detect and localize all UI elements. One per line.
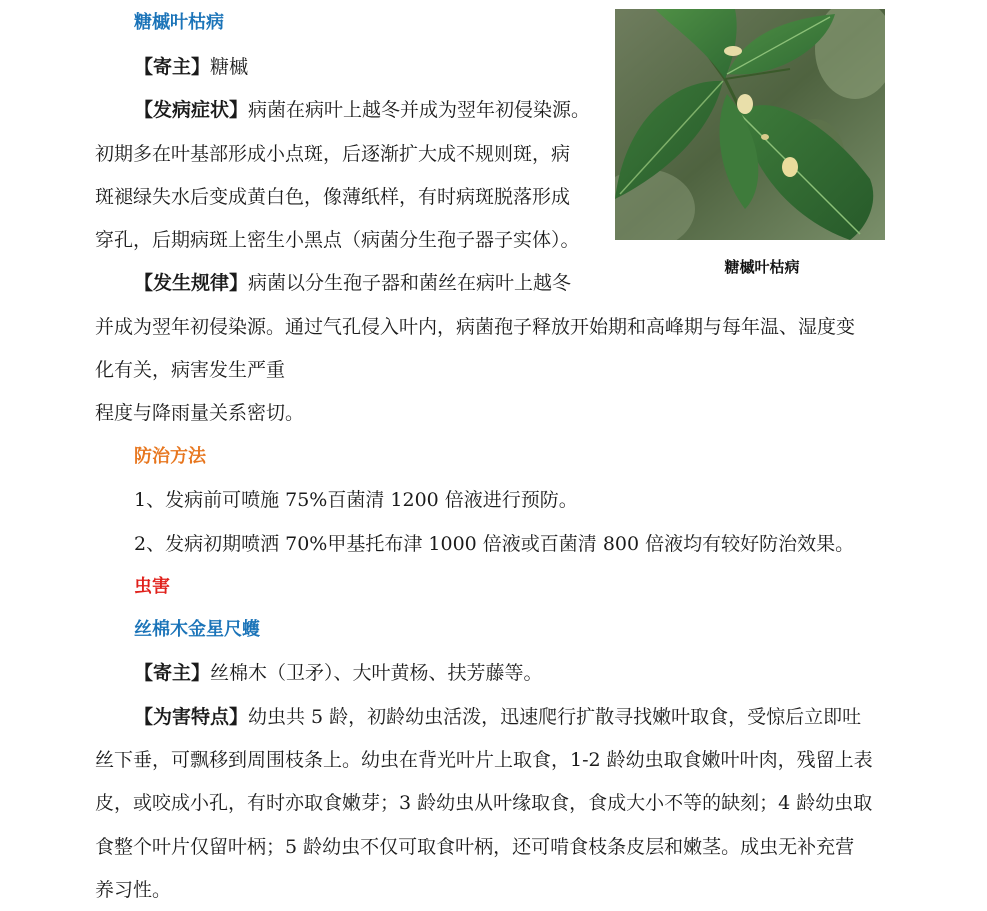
harm-label: 【为害特点】 [134,706,249,728]
symptom-label: 【发病症状】 [134,99,249,121]
host-label: 【寄主】 [134,56,211,78]
symptom-text: 病菌在病叶上越冬并成为翌年初侵染源。 [248,99,591,121]
harm-paragraph-line1 [134,705,861,729]
control-item-2: 2、发病初期喷洒 70%甲基托布津 1000 倍液或百菌清 800 倍液均有较好防治效果。 [134,533,855,555]
rule-line3: 化有关，病害发生严重 [95,359,286,381]
harm-text: 幼虫共 5 龄，初龄幼虫活泼，迅速爬行扩散寻找嫩叶取食，受惊后立即吐 [248,706,862,728]
harm-line2: 丝下垂，可飘移到周围枝条上。幼虫在背光叶片上取食，1-2 龄幼虫取食嫩叶叶肉，残留上表 [95,749,873,771]
rule-line2: 并成为翌年初侵染源。通过气孔侵入叶内，病菌孢子释放开始期和高峰期与每年温、湿度变 [95,316,856,338]
harm-line5: 养习性。 [95,879,172,901]
symptom-line2: 初期多在叶基部形成小点斑，后逐渐扩大成不规则斑，病 [95,143,571,165]
disease-host-paragraph [134,55,248,79]
pest-title: 虫害 [134,576,170,597]
disease-title: 糖槭叶枯病 [134,12,224,33]
leaf-blight-photo [615,9,885,240]
symptom-paragraph-line1 [134,98,590,122]
pest-host-label: 【寄主】 [134,662,211,684]
symptom-line4: 穿孔，后期病斑上密生小黑点（病菌分生孢子器子实体）。 [95,229,580,251]
host-value: 糖槭 [210,56,249,78]
symptom-line3: 斑褪绿失水后变成黄白色，像薄纸样，有时病斑脱落形成 [95,186,571,208]
harm-line4: 食整个叶片仅留叶柄；5 龄幼虫不仅可取食叶柄，还可啃食枝条皮层和嫩茎。成虫无补充营 [95,836,855,858]
rule-text: 病菌以分生孢子器和菌丝在病叶上越冬 [248,272,572,294]
rule-paragraph-line1 [134,271,571,295]
pest-host-value: 丝棉木（卫矛）、大叶黄杨、扶芳藤等。 [210,662,543,684]
pest-host-paragraph [134,661,543,685]
harm-line3: 皮，或咬成小孔，有时亦取食嫩芽；3 龄幼虫从叶缘取食，食成大小不等的缺刻；4 龄幼虫取 [95,792,873,814]
leaf-photo-illustration [615,9,885,240]
control-item-1: 1、发病前可喷施 75%百菌清 1200 倍液进行预防。 [134,489,578,511]
figure-caption: 糖槭叶枯病 [724,258,800,276]
control-title: 防治方法 [134,446,206,467]
rule-label: 【发生规律】 [134,272,249,294]
pest-subtitle: 丝棉木金星尺蠖 [134,619,260,640]
rule-line4: 程度与降雨量关系密切。 [95,402,305,424]
